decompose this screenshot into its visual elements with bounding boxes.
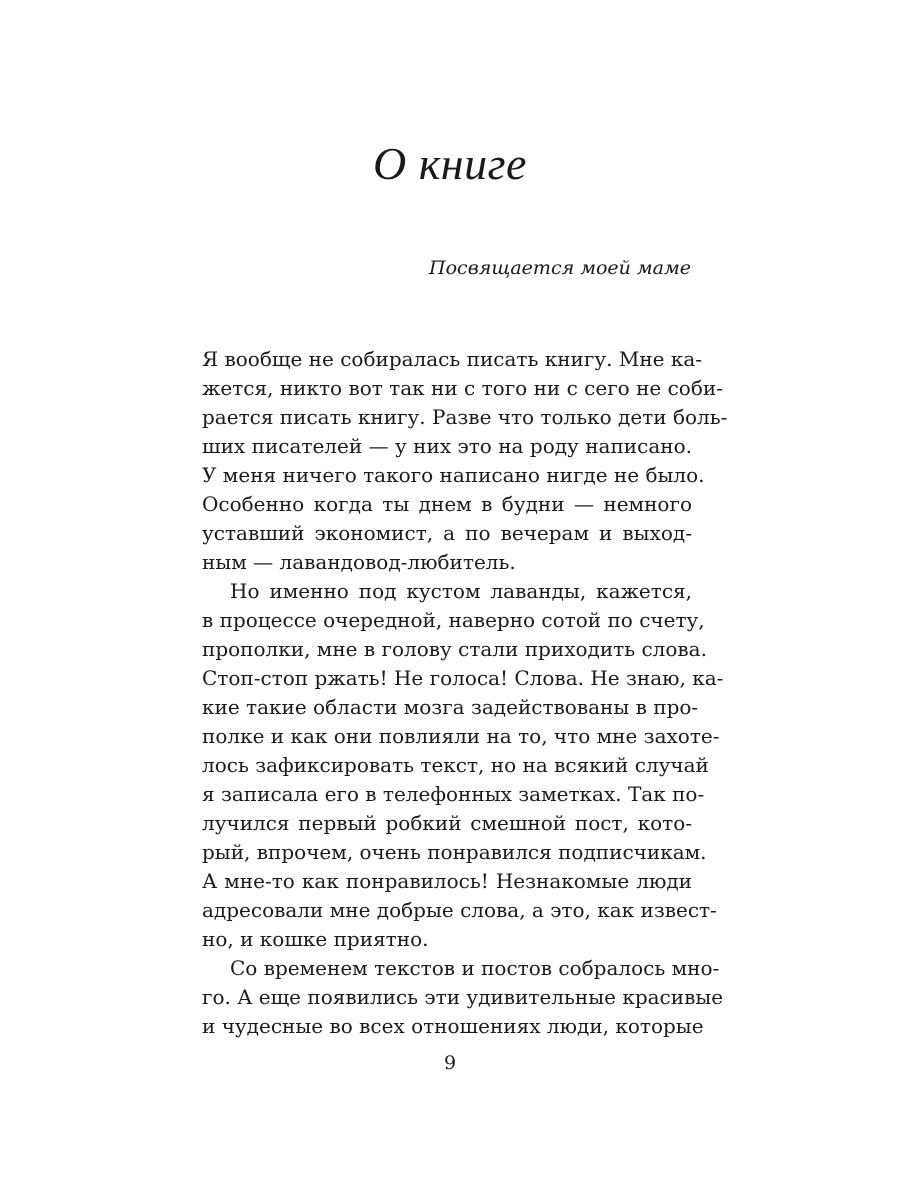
text-line: ших писателей — у них это на роду написано. (202, 434, 692, 458)
text-line: прополки, мне в голову стали приходить слова. (202, 637, 707, 661)
text-line: Но именно под кустом лаванды, кажется, (230, 579, 692, 603)
text-line: лучился первый робкий смешной пост, кото- (202, 811, 692, 835)
text-line: Особенно когда ты днем в будни — немного (202, 492, 692, 516)
text-line: Я вообще не собиралась писать книгу. Мне ка- (202, 347, 703, 371)
page-number: 9 (443, 1052, 457, 1074)
text-line: жется, никто вот так ни с того ни с сего не соби- (202, 376, 723, 400)
dedication: Посвящается моей маме (429, 257, 691, 279)
text-line: лось зафиксировать текст, но на всякий случай (202, 753, 709, 777)
text-line: го. А еще появились эти удивительные красивые (202, 985, 724, 1009)
text-line: я записала его в телефонных заметках. Так по- (202, 782, 705, 806)
text-line: Стоп-стоп ржать! Не голоса! Слова. Не знаю, ка- (202, 666, 724, 690)
text-line: адресовали мне добрые слова, а это, как извест- (202, 898, 717, 922)
chapter-title: О книге (373, 138, 527, 189)
text-line: уставший экономист, а по вечерам и выход- (202, 521, 692, 545)
body-text (202, 345, 728, 1041)
text-line: и чудесные во всех отношениях люди, которые (202, 1014, 704, 1038)
text-line: А мне-то как понравилось! Незнакомые люди (202, 869, 692, 893)
text-line: У меня ничего такого написано нигде не было. (202, 463, 705, 487)
text-line: полке и как они повлияли на то, что мне захоте- (202, 724, 720, 748)
text-line: рается писать книгу. Разве что только дети боль- (202, 405, 728, 429)
text-line: рый, впрочем, очень понравился подписчикам. (202, 840, 707, 864)
text-line: Со временем текстов и постов собралось мно- (230, 956, 720, 980)
text-line: кие такие области мозга задействованы в про- (202, 695, 699, 719)
text-line: но, и кошке приятно. (202, 927, 429, 951)
text-line: ным — лавандовод-любитель. (202, 550, 516, 574)
text-line: в процессе очередной, наверно сотой по счету, (202, 608, 705, 632)
